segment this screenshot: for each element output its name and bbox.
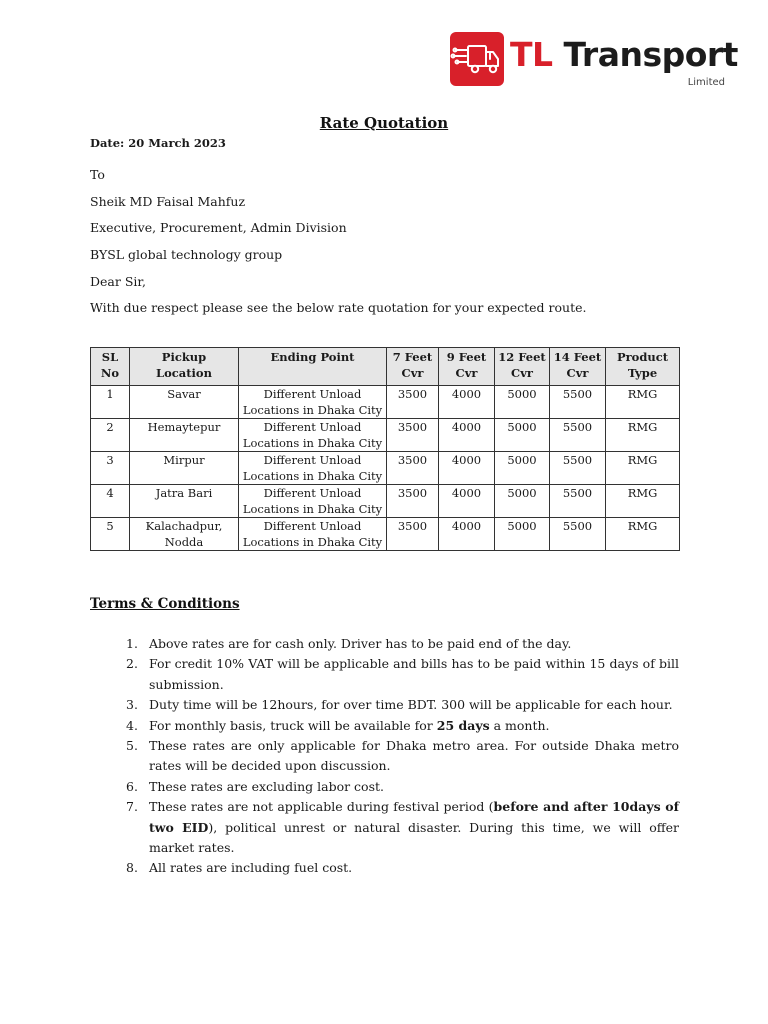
recipient-name: Sheik MD Faisal Mahfuz	[90, 194, 246, 209]
document-date: Date: 20 March 2023	[90, 136, 226, 150]
list-item: 7. These rates are not applicable during festival period (before and after 10days of two EID), political unrest or natural disaster. During this time, we will offer market rates.	[126, 799, 679, 856]
cell-7ft: 3500	[387, 485, 439, 518]
col-header-7ft: 7 Feet Cvr	[387, 348, 439, 386]
logo-transport: Transport	[563, 35, 738, 74]
cell-sl: 2	[91, 419, 130, 452]
cell-9ft: 4000	[439, 518, 495, 551]
salutation: Dear Sir,	[90, 274, 146, 289]
table-row	[91, 386, 680, 419]
cell-9ft: 4000	[439, 386, 495, 419]
cell-14ft: 5500	[550, 419, 606, 452]
cell-9ft: 4000	[439, 419, 495, 452]
list-item: 1. Above rates are for cash only. Driver has to be paid end of the day.	[126, 636, 572, 651]
cell-14ft: 5500	[550, 452, 606, 485]
cell-9ft: 4000	[439, 452, 495, 485]
truck-circuit-icon	[450, 32, 504, 86]
col-header-pickup: Pickup Location	[130, 348, 239, 386]
list-item: 3. Duty time will be 12hours, for over time BDT. 300 will be applicable for each hour.	[126, 697, 673, 713]
cell-sl: 1	[91, 386, 130, 419]
cell-sl: 5	[91, 518, 130, 551]
cell-pickup: Jatra Bari	[130, 485, 239, 518]
col-header-ending: Ending Point	[239, 348, 387, 386]
logo-tl: TL	[510, 35, 553, 74]
logo-wordmark	[510, 33, 738, 77]
cell-ending: Different Unload Locations in Dhaka City	[239, 419, 387, 452]
cell-pickup: Savar	[130, 386, 239, 419]
cell-product-type: RMG	[606, 386, 680, 419]
cell-ending: Different Unload Locations in Dhaka City	[239, 518, 387, 551]
terms-heading: Terms & Conditions	[90, 596, 240, 612]
cell-12ft: 5000	[495, 485, 550, 518]
col-header-9ft: 9 Feet Cvr	[439, 348, 495, 386]
col-header-sl: SL No	[91, 348, 130, 386]
cell-12ft: 5000	[495, 386, 550, 419]
list-item: 2. For credit 10% VAT will be applicable and bills has to be paid within 15 days of bill submission.	[126, 656, 679, 692]
list-item: 8. All rates are including fuel cost.	[126, 860, 353, 876]
col-header-product-type: Product Type	[606, 348, 680, 386]
cell-pickup: Hemaytepur	[130, 419, 239, 452]
cell-product-type: RMG	[606, 452, 680, 485]
to-line: To	[90, 167, 105, 182]
cell-7ft: 3500	[387, 518, 439, 551]
table-row	[91, 419, 680, 452]
logo-subtitle: Limited	[687, 77, 725, 88]
cell-sl: 4	[91, 485, 130, 518]
cell-12ft: 5000	[495, 419, 550, 452]
cell-ending: Different Unload Locations in Dhaka City	[239, 485, 387, 518]
cell-7ft: 3500	[387, 419, 439, 452]
cell-12ft: 5000	[495, 452, 550, 485]
cell-12ft: 5000	[495, 518, 550, 551]
cell-product-type: RMG	[606, 485, 680, 518]
cell-9ft: 4000	[439, 485, 495, 518]
table-row	[91, 485, 680, 518]
list-item: 5. These rates are only applicable for Dhaka metro area. For outside Dhaka metro rates will be decided upon discussion.	[126, 738, 679, 774]
col-header-12ft: 12 Feet Cvr	[495, 348, 550, 386]
cell-14ft: 5500	[550, 485, 606, 518]
cell-14ft: 5500	[550, 518, 606, 551]
cell-product-type: RMG	[606, 419, 680, 452]
list-item: 6. These rates are excluding labor cost.	[126, 778, 384, 794]
cell-product-type: RMG	[606, 518, 680, 551]
intro-text: With due respect please see the below rate quotation for your expected route.	[90, 300, 587, 315]
cell-pickup: Kalachadpur, Nodda	[130, 518, 239, 551]
cell-7ft: 3500	[387, 452, 439, 485]
page-title: Rate Quotation	[319, 114, 449, 132]
cell-7ft: 3500	[387, 386, 439, 419]
cell-ending: Different Unload Locations in Dhaka City	[239, 452, 387, 485]
list-item: 4. For monthly basis, truck will be available for 25 days a month.	[126, 717, 550, 733]
cell-ending: Different Unload Locations in Dhaka City	[239, 386, 387, 419]
table-row	[91, 452, 680, 485]
cell-14ft: 5500	[550, 386, 606, 419]
recipient-company: BYSL global technology group	[90, 247, 283, 262]
company-logo	[450, 30, 740, 94]
cell-sl: 3	[91, 452, 130, 485]
terms-list	[90, 634, 679, 879]
cell-pickup: Mirpur	[130, 452, 239, 485]
table-header-row	[91, 348, 680, 386]
col-header-14ft: 14 Feet Cvr	[550, 348, 606, 386]
rate-table	[90, 347, 680, 551]
recipient-title: Executive, Procurement, Admin Division	[90, 220, 347, 235]
table-row	[91, 518, 680, 551]
